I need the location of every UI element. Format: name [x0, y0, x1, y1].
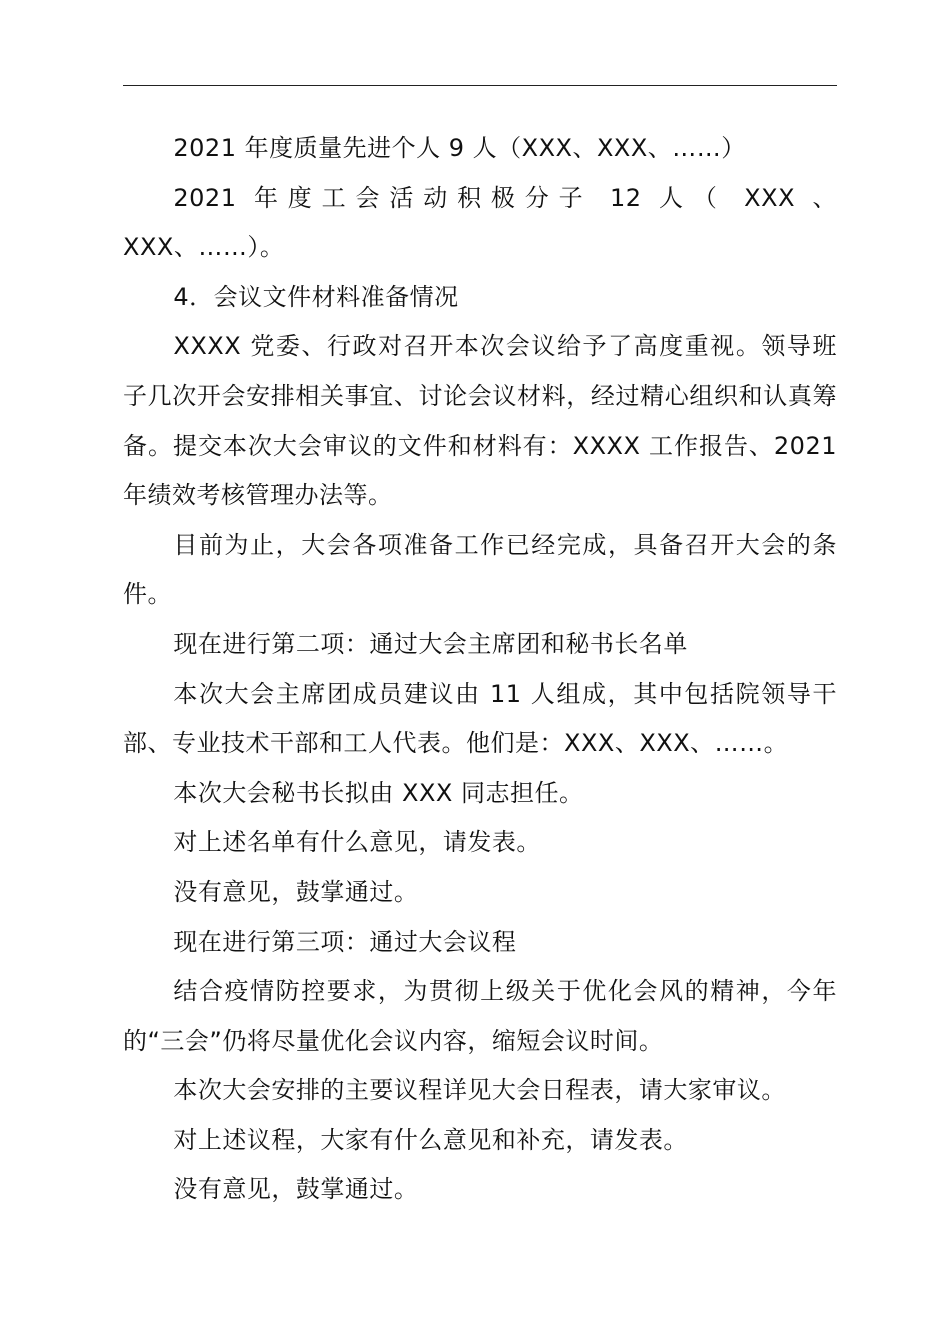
agenda-item-three-heading: 现在进行第三项：通过大会议程 [173, 927, 517, 956]
paragraph-applause-approval-2: 没有意见，鼓掌通过。 [173, 1175, 419, 1204]
paragraph-quality-individuals: 2021 年度质量先进个人 9 人（XXX、XXX、……） [173, 134, 746, 162]
section-heading-materials: 4．会议文件材料准备情况 [173, 282, 459, 311]
paragraph-secretary-general: 本次大会秘书长拟由 XXX 同志担任。 [173, 778, 584, 807]
paragraph-presidium-members: 本次大会主席团成员建议由 11 人组成，其中包括院领导干部、专业技术干部和工人代表。他们是：XXX、XXX、……。 [123, 679, 837, 758]
paragraph-agenda-opinions: 对上述议程，大家有什么意见和补充，请发表。 [173, 1125, 688, 1154]
paragraph-applause-approval-1: 没有意见，鼓掌通过。 [173, 877, 419, 906]
paragraph-list-opinions: 对上述名单有什么意见，请发表。 [173, 828, 541, 857]
document-body [123, 124, 837, 1215]
paragraph-schedule-review: 本次大会安排的主要议程详见大会日程表，请大家审议。 [173, 1076, 786, 1105]
agenda-item-two-heading: 现在进行第二项：通过大会主席团和秘书长名单 [173, 629, 688, 658]
paragraph-epidemic-requirements: 结合疫情防控要求，为贯彻上级关于优化会风的精神，今年的“三会”仍将尽量优化会议内容，缩短会议时间。 [123, 977, 837, 1055]
paragraph-ready-conditions: 目前为止，大会各项准备工作已经完成，具备召开大会的条件。 [123, 530, 837, 609]
paragraph-materials-preparation: XXXX 党委、行政对召开本次会议给予了高度重视。领导班子几次开会安排相关事宜、讨论会议材料，经过精心组织和认真筹备。提交本次大会审议的文件和材料有：XXXX 工作报告、2021 年绩效考核管理办法等。 [123, 332, 837, 510]
paragraph-union-activists [123, 174, 837, 273]
paragraph-union-activists-line-2: XXX、……）。 [123, 233, 285, 262]
header-rule [123, 85, 837, 86]
paragraph-union-activists-line-1: 2021 年度工会活动积极分子 12 人（ XXX 、 [173, 183, 837, 212]
